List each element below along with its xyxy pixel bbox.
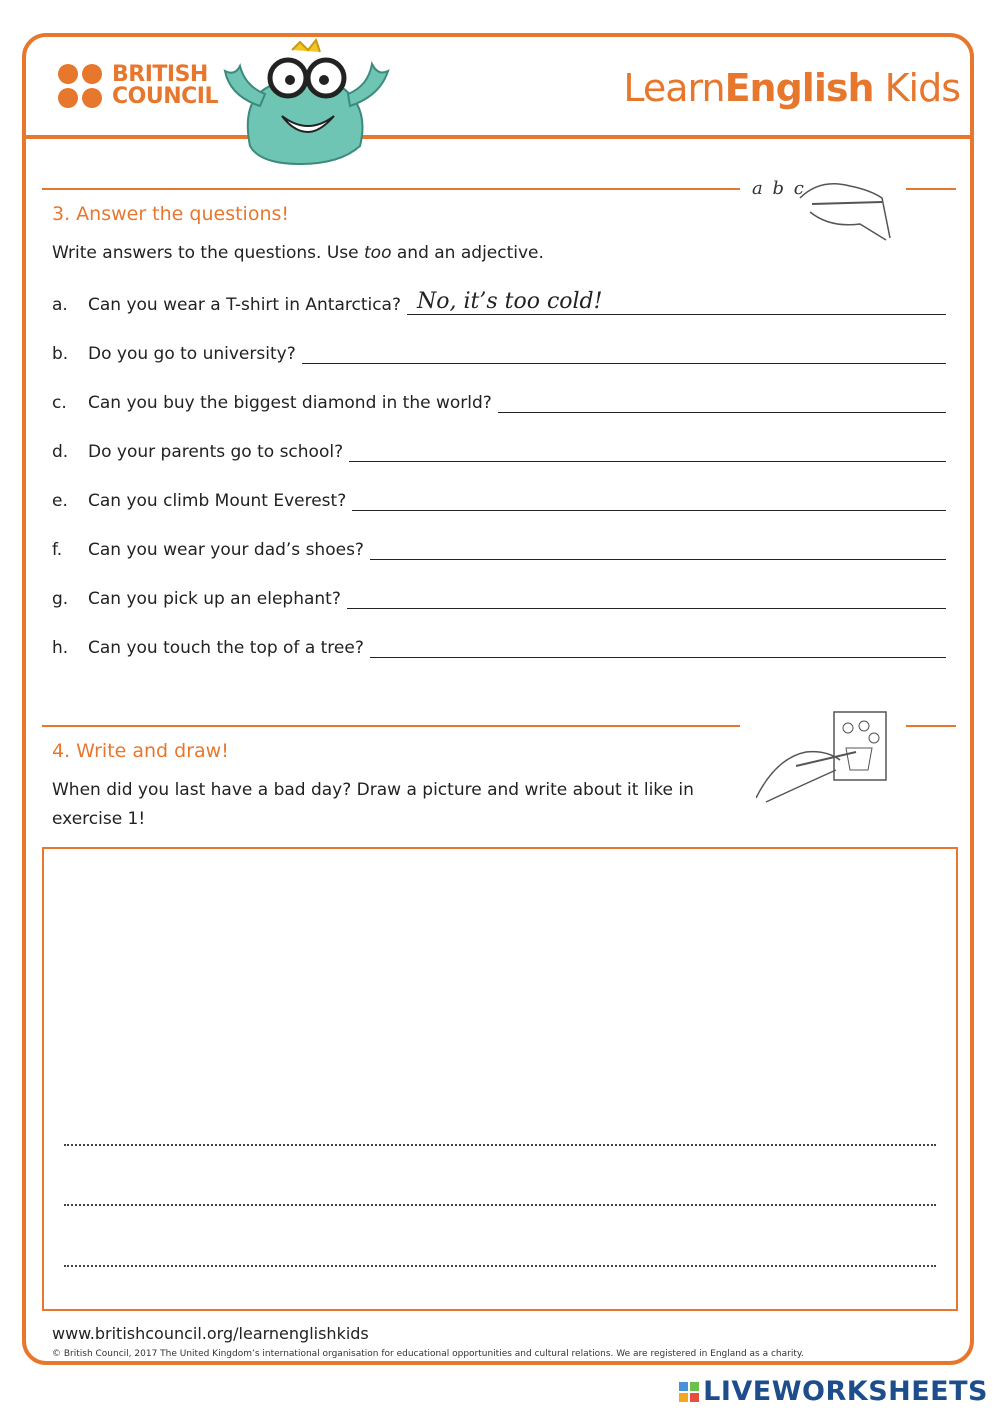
- answer-text: No, it’s too cold!: [417, 289, 603, 314]
- footer-url: www.britishcouncil.org/learnenglishkids: [52, 1324, 369, 1343]
- question-row: [52, 628, 946, 658]
- answer-line[interactable]: [407, 288, 946, 315]
- brand-kids: Kids: [873, 66, 960, 110]
- section3-rule: [42, 188, 740, 190]
- brand-learn: Learn: [623, 66, 725, 110]
- monster-mascot-icon: [220, 36, 395, 166]
- section3-instruction: Write answers to the questions. Use too and an adjective.: [52, 243, 544, 263]
- question-letter: b.: [52, 344, 69, 364]
- liveworksheets-watermark: [679, 1376, 988, 1407]
- footer-copyright: © British Council, 2017 The United Kingdom’s international organisation for educational opportunities and cultural relations. We are registered in England as a charity.: [52, 1349, 804, 1359]
- british-council-logo: [58, 64, 218, 108]
- brand-line-1: BRITISH: [112, 62, 208, 87]
- section4-title: 4. Write and draw!: [52, 740, 229, 762]
- answer-line[interactable]: [370, 533, 946, 560]
- british-council-dots-icon: [58, 64, 102, 108]
- section4-instruction-line1: When did you last have a bad day? Draw a picture and write about it like in: [52, 780, 694, 800]
- question-row: [52, 285, 946, 315]
- question-letter: d.: [52, 442, 69, 462]
- learnenglish-kids-logo: [623, 66, 960, 110]
- question-row: [52, 432, 946, 462]
- question-text: Do your parents go to school?: [88, 442, 344, 462]
- question-text: Can you wear your dad’s shoes?: [88, 540, 364, 560]
- answer-line[interactable]: [498, 386, 946, 413]
- section3-rule-right: [906, 188, 956, 190]
- question-row: [52, 481, 946, 511]
- watermark-text: LIVEWORKSHEETS: [703, 1376, 988, 1407]
- answer-line[interactable]: [349, 435, 946, 462]
- question-row: [52, 579, 946, 609]
- header-divider: [26, 135, 974, 139]
- question-row: [52, 383, 946, 413]
- section4-rule-right: [906, 725, 956, 727]
- drawing-hand-icon: [756, 708, 896, 808]
- question-row: [52, 530, 946, 560]
- question-text: Can you wear a T-shirt in Antarctica?: [88, 295, 401, 315]
- question-letter: e.: [52, 491, 68, 511]
- answer-line[interactable]: [370, 631, 946, 658]
- question-letter: c.: [52, 393, 67, 413]
- question-text: Can you buy the biggest diamond in the world?: [88, 393, 492, 413]
- question-letter: h.: [52, 638, 69, 658]
- writing-line-2[interactable]: [64, 1204, 936, 1206]
- abc-decoration: a b c: [752, 178, 806, 199]
- answer-line[interactable]: [302, 337, 946, 364]
- question-text: Can you pick up an elephant?: [88, 589, 341, 609]
- writing-hand-icon: [790, 168, 900, 248]
- question-letter: g.: [52, 589, 69, 609]
- instruction-emphasis: too: [364, 243, 392, 263]
- answer-line[interactable]: [347, 582, 946, 609]
- brand-line-2: COUNCIL: [112, 84, 218, 109]
- writing-line-3[interactable]: [64, 1265, 936, 1267]
- question-text: Do you go to university?: [88, 344, 296, 364]
- section4-instruction: [52, 776, 694, 834]
- question-letter: a.: [52, 295, 68, 315]
- liveworksheets-logo-icon: [679, 1382, 699, 1402]
- section4-rule: [42, 725, 740, 727]
- section4-instruction-line2: exercise 1!: [52, 809, 146, 829]
- drawing-area[interactable]: [42, 847, 958, 1311]
- question-text: Can you climb Mount Everest?: [88, 491, 347, 511]
- question-text: Can you touch the top of a tree?: [88, 638, 364, 658]
- brand-english: English: [724, 66, 874, 110]
- question-letter: f.: [52, 540, 63, 560]
- answer-line[interactable]: [352, 484, 946, 511]
- question-row: [52, 334, 946, 364]
- section3-title: 3. Answer the questions!: [52, 203, 290, 225]
- writing-line-1[interactable]: [64, 1144, 936, 1146]
